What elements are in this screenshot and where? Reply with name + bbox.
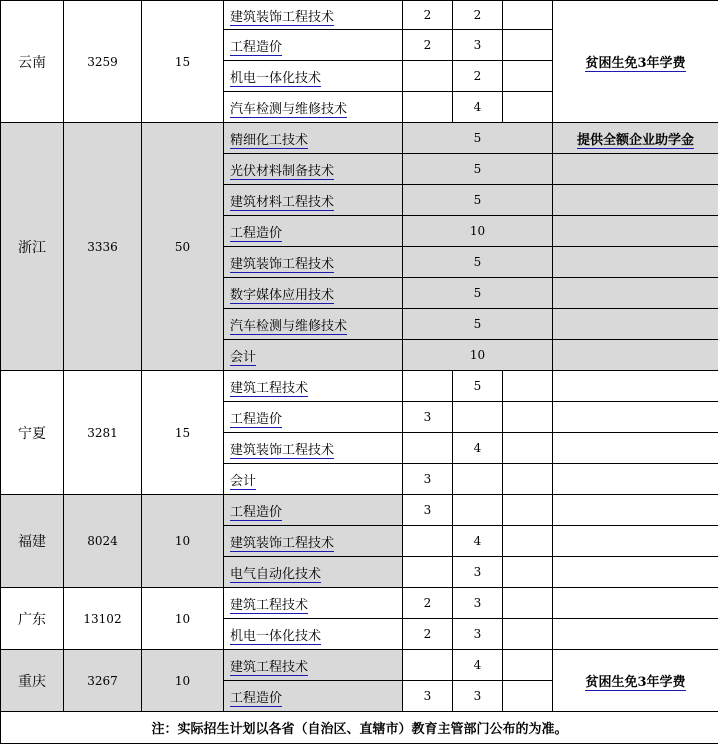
count-cell: 3	[453, 681, 503, 712]
major-cell[interactable]	[224, 309, 403, 340]
empty-cell	[553, 557, 718, 588]
major-cell[interactable]	[224, 61, 403, 92]
empty-cell	[553, 247, 718, 278]
major-link[interactable]: 建筑装饰工程技术	[230, 442, 335, 458]
major-link[interactable]: 工程造价	[230, 504, 283, 520]
major-link[interactable]: 工程造价	[230, 39, 283, 55]
major-link[interactable]: 会计	[230, 349, 257, 365]
count-cell: 5	[453, 371, 503, 402]
count-cell: 10	[403, 216, 553, 247]
empty-cell	[553, 216, 718, 247]
major-cell[interactable]	[224, 247, 403, 278]
major-cell[interactable]	[224, 340, 403, 371]
major-link[interactable]: 建筑装饰工程技术	[230, 256, 335, 272]
count-cell: 3	[453, 588, 503, 619]
count-cell: 4	[453, 92, 503, 123]
major-link[interactable]: 光伏材料制备技术	[230, 163, 335, 179]
count-cell: 10	[403, 340, 553, 371]
count-cell	[453, 495, 503, 526]
empty-cell	[553, 588, 718, 619]
count-cell: 5	[403, 185, 553, 216]
footer-row	[1, 712, 718, 744]
major-cell[interactable]	[224, 650, 403, 681]
count-cell: 3	[403, 464, 453, 495]
major-cell[interactable]	[224, 154, 403, 185]
empty-cell	[553, 464, 718, 495]
note-link[interactable]: 提供全额企业助学金	[576, 132, 694, 148]
table-row	[1, 123, 718, 154]
major-link[interactable]: 精细化工技术	[230, 132, 309, 148]
count-cell	[403, 557, 453, 588]
table-row	[1, 1, 718, 30]
count-cell: 4	[453, 650, 503, 681]
major-cell[interactable]	[224, 278, 403, 309]
score-cell: 3259	[64, 1, 142, 123]
score-cell: 3336	[64, 123, 142, 371]
province-cell: 福建	[1, 495, 64, 588]
empty-cell	[503, 371, 553, 402]
footer-note: 注：实际招生计划以各省（自治区、直辖市）教育主管部门公布的为准。	[1, 712, 718, 744]
empty-cell	[503, 619, 553, 650]
major-cell[interactable]	[224, 433, 403, 464]
empty-cell	[503, 61, 553, 92]
count-cell: 3	[403, 402, 453, 433]
table-row	[1, 588, 718, 619]
empty-cell	[553, 619, 718, 650]
major-cell[interactable]	[224, 681, 403, 712]
major-cell[interactable]	[224, 526, 403, 557]
score-cell: 13102	[64, 588, 142, 650]
note-cell[interactable]	[553, 650, 718, 712]
count-cell	[403, 433, 453, 464]
count-cell	[403, 92, 453, 123]
empty-cell	[503, 495, 553, 526]
count-cell: 2	[403, 588, 453, 619]
major-link[interactable]: 建筑工程技术	[230, 659, 309, 675]
major-link[interactable]: 建筑装饰工程技术	[230, 535, 335, 551]
major-cell[interactable]	[224, 1, 403, 30]
major-cell[interactable]	[224, 588, 403, 619]
province-cell: 宁夏	[1, 371, 64, 495]
count-cell	[453, 464, 503, 495]
major-link[interactable]: 工程造价	[230, 690, 283, 706]
empty-cell	[553, 278, 718, 309]
major-cell[interactable]	[224, 123, 403, 154]
major-cell[interactable]	[224, 371, 403, 402]
count-cell: 4	[453, 526, 503, 557]
count-cell: 3	[453, 30, 503, 61]
count-cell	[403, 526, 453, 557]
major-cell[interactable]	[224, 92, 403, 123]
plan-count-cell: 10	[142, 588, 224, 650]
empty-cell	[553, 433, 718, 464]
province-cell: 云南	[1, 1, 64, 123]
province-cell: 浙江	[1, 123, 64, 371]
empty-cell	[503, 588, 553, 619]
note-cell[interactable]	[553, 1, 718, 123]
major-link[interactable]: 建筑工程技术	[230, 380, 309, 396]
count-cell: 5	[403, 247, 553, 278]
note-cell[interactable]	[553, 123, 718, 154]
empty-cell	[553, 526, 718, 557]
major-link[interactable]: 电气自动化技术	[230, 566, 322, 582]
major-link[interactable]: 汽车检测与维修技术	[230, 318, 348, 334]
score-cell: 3267	[64, 650, 142, 712]
count-cell: 5	[403, 123, 553, 154]
major-cell[interactable]	[224, 619, 403, 650]
count-cell: 3	[453, 557, 503, 588]
count-cell	[403, 650, 453, 681]
empty-cell	[553, 309, 718, 340]
major-link[interactable]: 工程造价	[230, 411, 283, 427]
empty-cell	[503, 526, 553, 557]
province-cell: 重庆	[1, 650, 64, 712]
major-link[interactable]: 汽车检测与维修技术	[230, 101, 348, 117]
score-cell: 8024	[64, 495, 142, 588]
empty-cell	[553, 495, 718, 526]
empty-cell	[503, 464, 553, 495]
empty-cell	[503, 92, 553, 123]
major-cell[interactable]	[224, 185, 403, 216]
count-cell: 2	[453, 1, 503, 30]
empty-cell	[503, 650, 553, 681]
empty-cell	[503, 681, 553, 712]
count-cell: 5	[403, 154, 553, 185]
count-cell: 5	[403, 278, 553, 309]
plan-count-cell: 15	[142, 371, 224, 495]
major-link[interactable]: 建筑工程技术	[230, 597, 309, 613]
major-link[interactable]: 建筑装饰工程技术	[230, 9, 335, 25]
table-row	[1, 650, 718, 681]
plan-count-cell: 10	[142, 495, 224, 588]
empty-cell	[503, 30, 553, 61]
province-cell: 广东	[1, 588, 64, 650]
empty-cell	[553, 154, 718, 185]
count-cell: 3	[403, 495, 453, 526]
count-cell	[403, 371, 453, 402]
major-link[interactable]: 机电一体化技术	[230, 628, 322, 644]
empty-cell	[553, 185, 718, 216]
empty-cell	[553, 340, 718, 371]
count-cell: 3	[453, 619, 503, 650]
empty-cell	[553, 371, 718, 402]
count-cell: 4	[453, 433, 503, 464]
major-link[interactable]: 数字媒体应用技术	[230, 287, 335, 303]
plan-count-cell: 15	[142, 1, 224, 123]
count-cell	[453, 402, 503, 433]
count-cell: 3	[403, 681, 453, 712]
count-cell: 5	[403, 309, 553, 340]
count-cell: 2	[403, 1, 453, 30]
major-cell[interactable]	[224, 402, 403, 433]
count-cell: 2	[403, 619, 453, 650]
empty-cell	[553, 402, 718, 433]
count-cell: 2	[403, 30, 453, 61]
major-cell[interactable]	[224, 464, 403, 495]
major-cell[interactable]	[224, 557, 403, 588]
plan-count-cell: 10	[142, 650, 224, 712]
count-cell	[403, 61, 453, 92]
major-link[interactable]: 建筑材料工程技术	[230, 194, 335, 210]
plan-count-cell: 50	[142, 123, 224, 371]
empty-cell	[503, 402, 553, 433]
note-link[interactable]: 贫困生免3年学费	[585, 675, 686, 690]
major-link[interactable]: 工程造价	[230, 225, 283, 241]
major-cell[interactable]	[224, 216, 403, 247]
note-link[interactable]: 贫困生免3年学费	[585, 56, 686, 71]
count-cell: 2	[453, 61, 503, 92]
empty-cell	[503, 433, 553, 464]
major-link[interactable]: 会计	[230, 473, 257, 489]
empty-cell	[503, 557, 553, 588]
major-cell[interactable]	[224, 30, 403, 61]
table-row	[1, 495, 718, 526]
major-link[interactable]: 机电一体化技术	[230, 70, 322, 86]
major-cell[interactable]	[224, 495, 403, 526]
table-row	[1, 371, 718, 402]
score-cell: 3281	[64, 371, 142, 495]
empty-cell	[503, 1, 553, 30]
